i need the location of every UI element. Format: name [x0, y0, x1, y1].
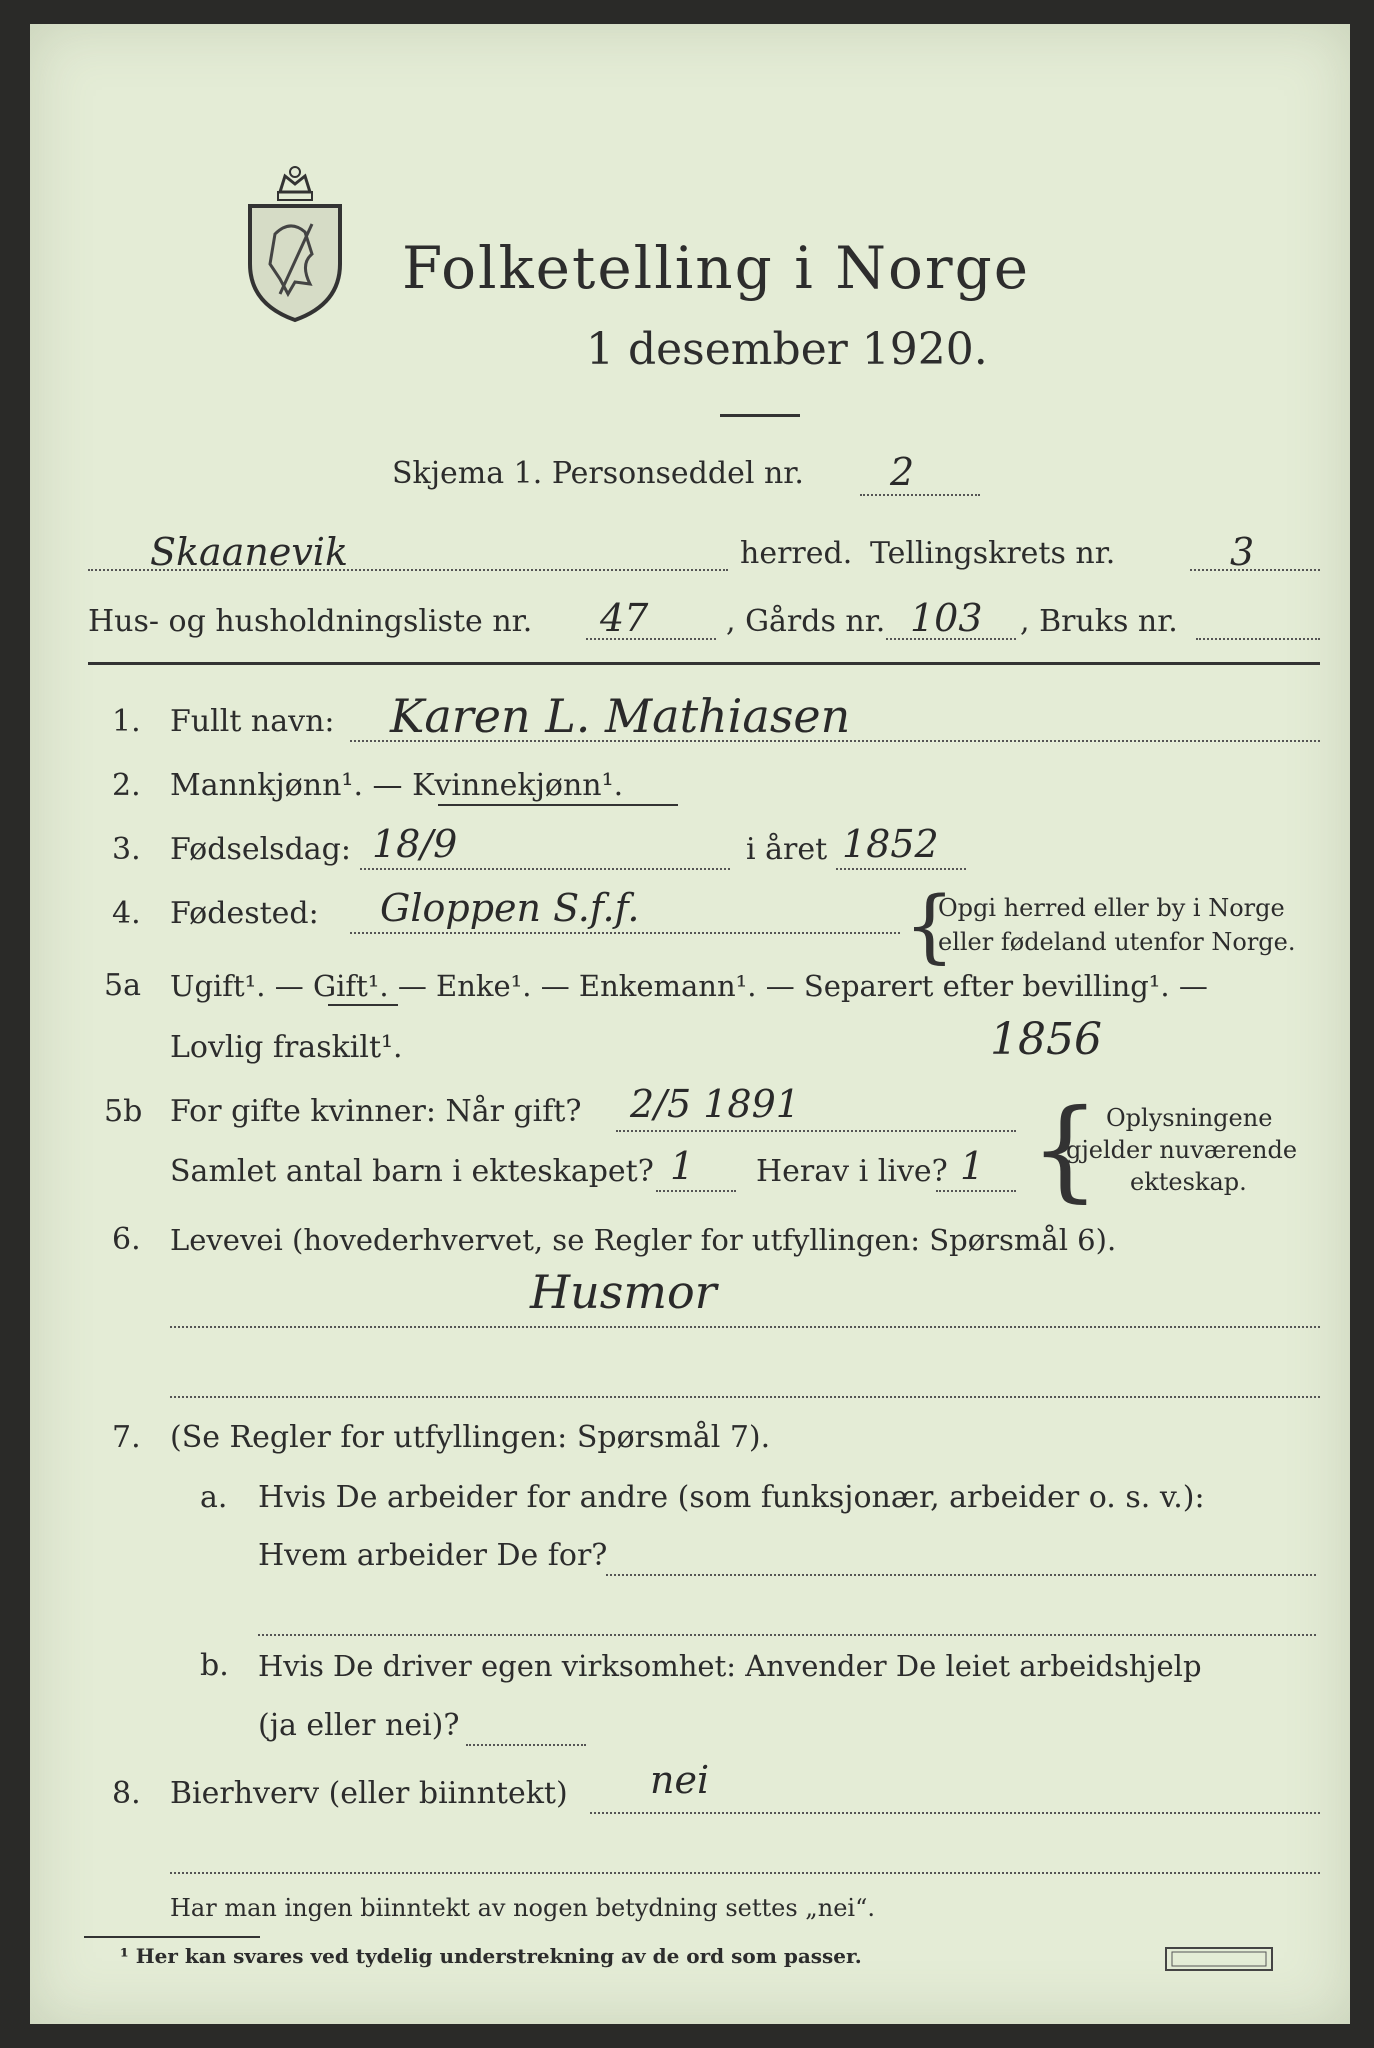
q6-line2: [170, 1396, 1320, 1398]
q8-value: nei: [650, 1758, 710, 1802]
q4-note-line2: eller fødeland utenfor Norge.: [938, 928, 1296, 956]
q5b-brace: {: [1030, 1085, 1100, 1213]
q5b-note-line1: Oplysningene: [1106, 1104, 1273, 1132]
form-date: 1 desember 1920.: [586, 324, 988, 375]
q3-label: Fødselsdag:: [170, 832, 351, 867]
q4-label: Fødested:: [170, 896, 319, 931]
husliste-label: Hus- og husholdningsliste nr.: [88, 604, 533, 639]
q4-line: [350, 932, 900, 934]
q5b-gift-value: 2/5 1891: [630, 1082, 800, 1126]
q8-label: Bierhverv (eller biinntekt): [170, 1776, 568, 1811]
q4-brace: {: [904, 879, 955, 972]
printer-stamp-icon: [1164, 1946, 1274, 1972]
q3-number: 3.: [112, 832, 141, 867]
footnote: ¹ Her kan svares ved tydelig understrekning av de ord som passer.: [120, 1944, 862, 1968]
q5b-note-line3: ekteskap.: [1130, 1168, 1247, 1196]
personseddel-nr: 2: [890, 450, 915, 494]
q2-gender-options: Mannkjønn¹. — Kvinnekjønn¹.: [170, 768, 624, 803]
q5b-live-value: 1: [960, 1144, 985, 1188]
bruks-line: [1196, 638, 1320, 640]
q4-note-line1: Opgi herred eller by i Norge: [938, 894, 1285, 922]
footer-note: Har man ingen biinntekt av nogen betydning settes „nei“.: [170, 1894, 875, 1922]
q5b-live-label: Herav i live?: [756, 1154, 948, 1189]
q7b-question: Hvis De driver egen virksomhet: Anvender De leiet arbeidshjelp: [258, 1649, 1202, 1683]
q8-line1: [590, 1812, 1320, 1814]
q5a-number: 5a: [104, 968, 141, 1003]
q8-number: 8.: [112, 1776, 141, 1811]
q6-number: 6.: [112, 1222, 141, 1257]
q7b-line: [466, 1744, 586, 1746]
q5a-annotation: 1856: [990, 1014, 1102, 1065]
q1-label: Fullt navn:: [170, 704, 335, 739]
q2-number: 2.: [112, 768, 141, 803]
q1-line: [350, 740, 1320, 742]
q6-label: Levevei (hovederhvervet, se Regler for utfyllingen: Spørsmål 6).: [170, 1223, 1117, 1257]
header-divider: [88, 662, 1320, 665]
q3-year-line: [836, 868, 966, 870]
tellingskrets-line: [1190, 569, 1320, 571]
q8-line2: [170, 1872, 1320, 1874]
census-form-page: [30, 24, 1350, 2024]
q7b-jaeller-label: (ja eller nei)?: [258, 1708, 460, 1743]
q5b-barn-value: 1: [670, 1144, 695, 1188]
q6-occupation: Husmor: [530, 1265, 717, 1319]
q7b-letter: b.: [200, 1648, 229, 1683]
gards-label: , Gårds nr.: [726, 604, 886, 639]
q5b-gift-label: For gifte kvinner: Når gift?: [170, 1094, 582, 1129]
q7-label: (Se Regler for utfyllingen: Spørsmål 7).: [170, 1420, 771, 1455]
q4-birthplace: Gloppen S.f.f.: [380, 886, 640, 930]
q1-number: 1.: [112, 704, 141, 739]
gards-line: [886, 638, 1016, 640]
q7a-employer-label: Hvem arbeider De for?: [258, 1538, 608, 1573]
herred-label: herred.: [740, 536, 853, 571]
q4-number: 4.: [112, 896, 141, 931]
q5b-note-line2: gjelder nuværende: [1066, 1136, 1298, 1164]
personseddel-line: [860, 494, 980, 496]
husliste-line: [586, 638, 716, 640]
q5b-barn-label: Samlet antal barn i ekteskapet?: [170, 1154, 654, 1189]
q7-number: 7.: [112, 1420, 141, 1455]
q5a-status-options: Ugift¹. — Gift¹. — Enke¹. — Enkemann¹. — Separert efter bevilling¹. —: [170, 969, 1208, 1003]
husliste-nr: 47: [600, 596, 649, 640]
tellingskrets-label: Tellingskrets nr.: [870, 536, 1116, 571]
q5b-gift-line: [616, 1130, 1016, 1132]
q3-year-label: i året: [746, 832, 828, 867]
q1-full-name: Karen L. Mathiasen: [390, 689, 851, 743]
tellingskrets-nr: 3: [1230, 530, 1255, 574]
herred-value: Skaanevik: [150, 530, 348, 574]
skjema-label: Skjema 1. Personseddel nr.: [392, 456, 804, 491]
q5b-barn-line: [656, 1190, 736, 1192]
q3-birth-year: 1852: [842, 822, 939, 866]
q7a-letter: a.: [200, 1480, 228, 1515]
title-divider: [720, 414, 800, 417]
q7a-question: Hvis De arbeider for andre (som funksjonær, arbeider o. s. v.):: [258, 1480, 1205, 1515]
q5a-gift-underline: [328, 1004, 398, 1006]
herred-line: [88, 569, 728, 571]
q2-kvinne-underline: [438, 804, 678, 806]
footnote-divider: [84, 1936, 260, 1938]
bruks-label: , Bruks nr.: [1020, 604, 1178, 639]
gards-nr: 103: [910, 596, 983, 640]
q7a-employer-line: [606, 1574, 1316, 1576]
q6-line1: [170, 1326, 1320, 1328]
q3-day-line: [360, 868, 730, 870]
q7a-line2: [258, 1634, 1316, 1636]
coat-of-arms-icon: [240, 164, 350, 324]
q5b-live-line: [936, 1190, 1016, 1192]
q5b-number: 5b: [104, 1094, 143, 1129]
q3-birth-day: 18/9: [372, 822, 458, 866]
q5a-fraskilt: Lovlig fraskilt¹.: [170, 1030, 403, 1065]
form-title: Folketelling i Norge: [402, 234, 1031, 302]
